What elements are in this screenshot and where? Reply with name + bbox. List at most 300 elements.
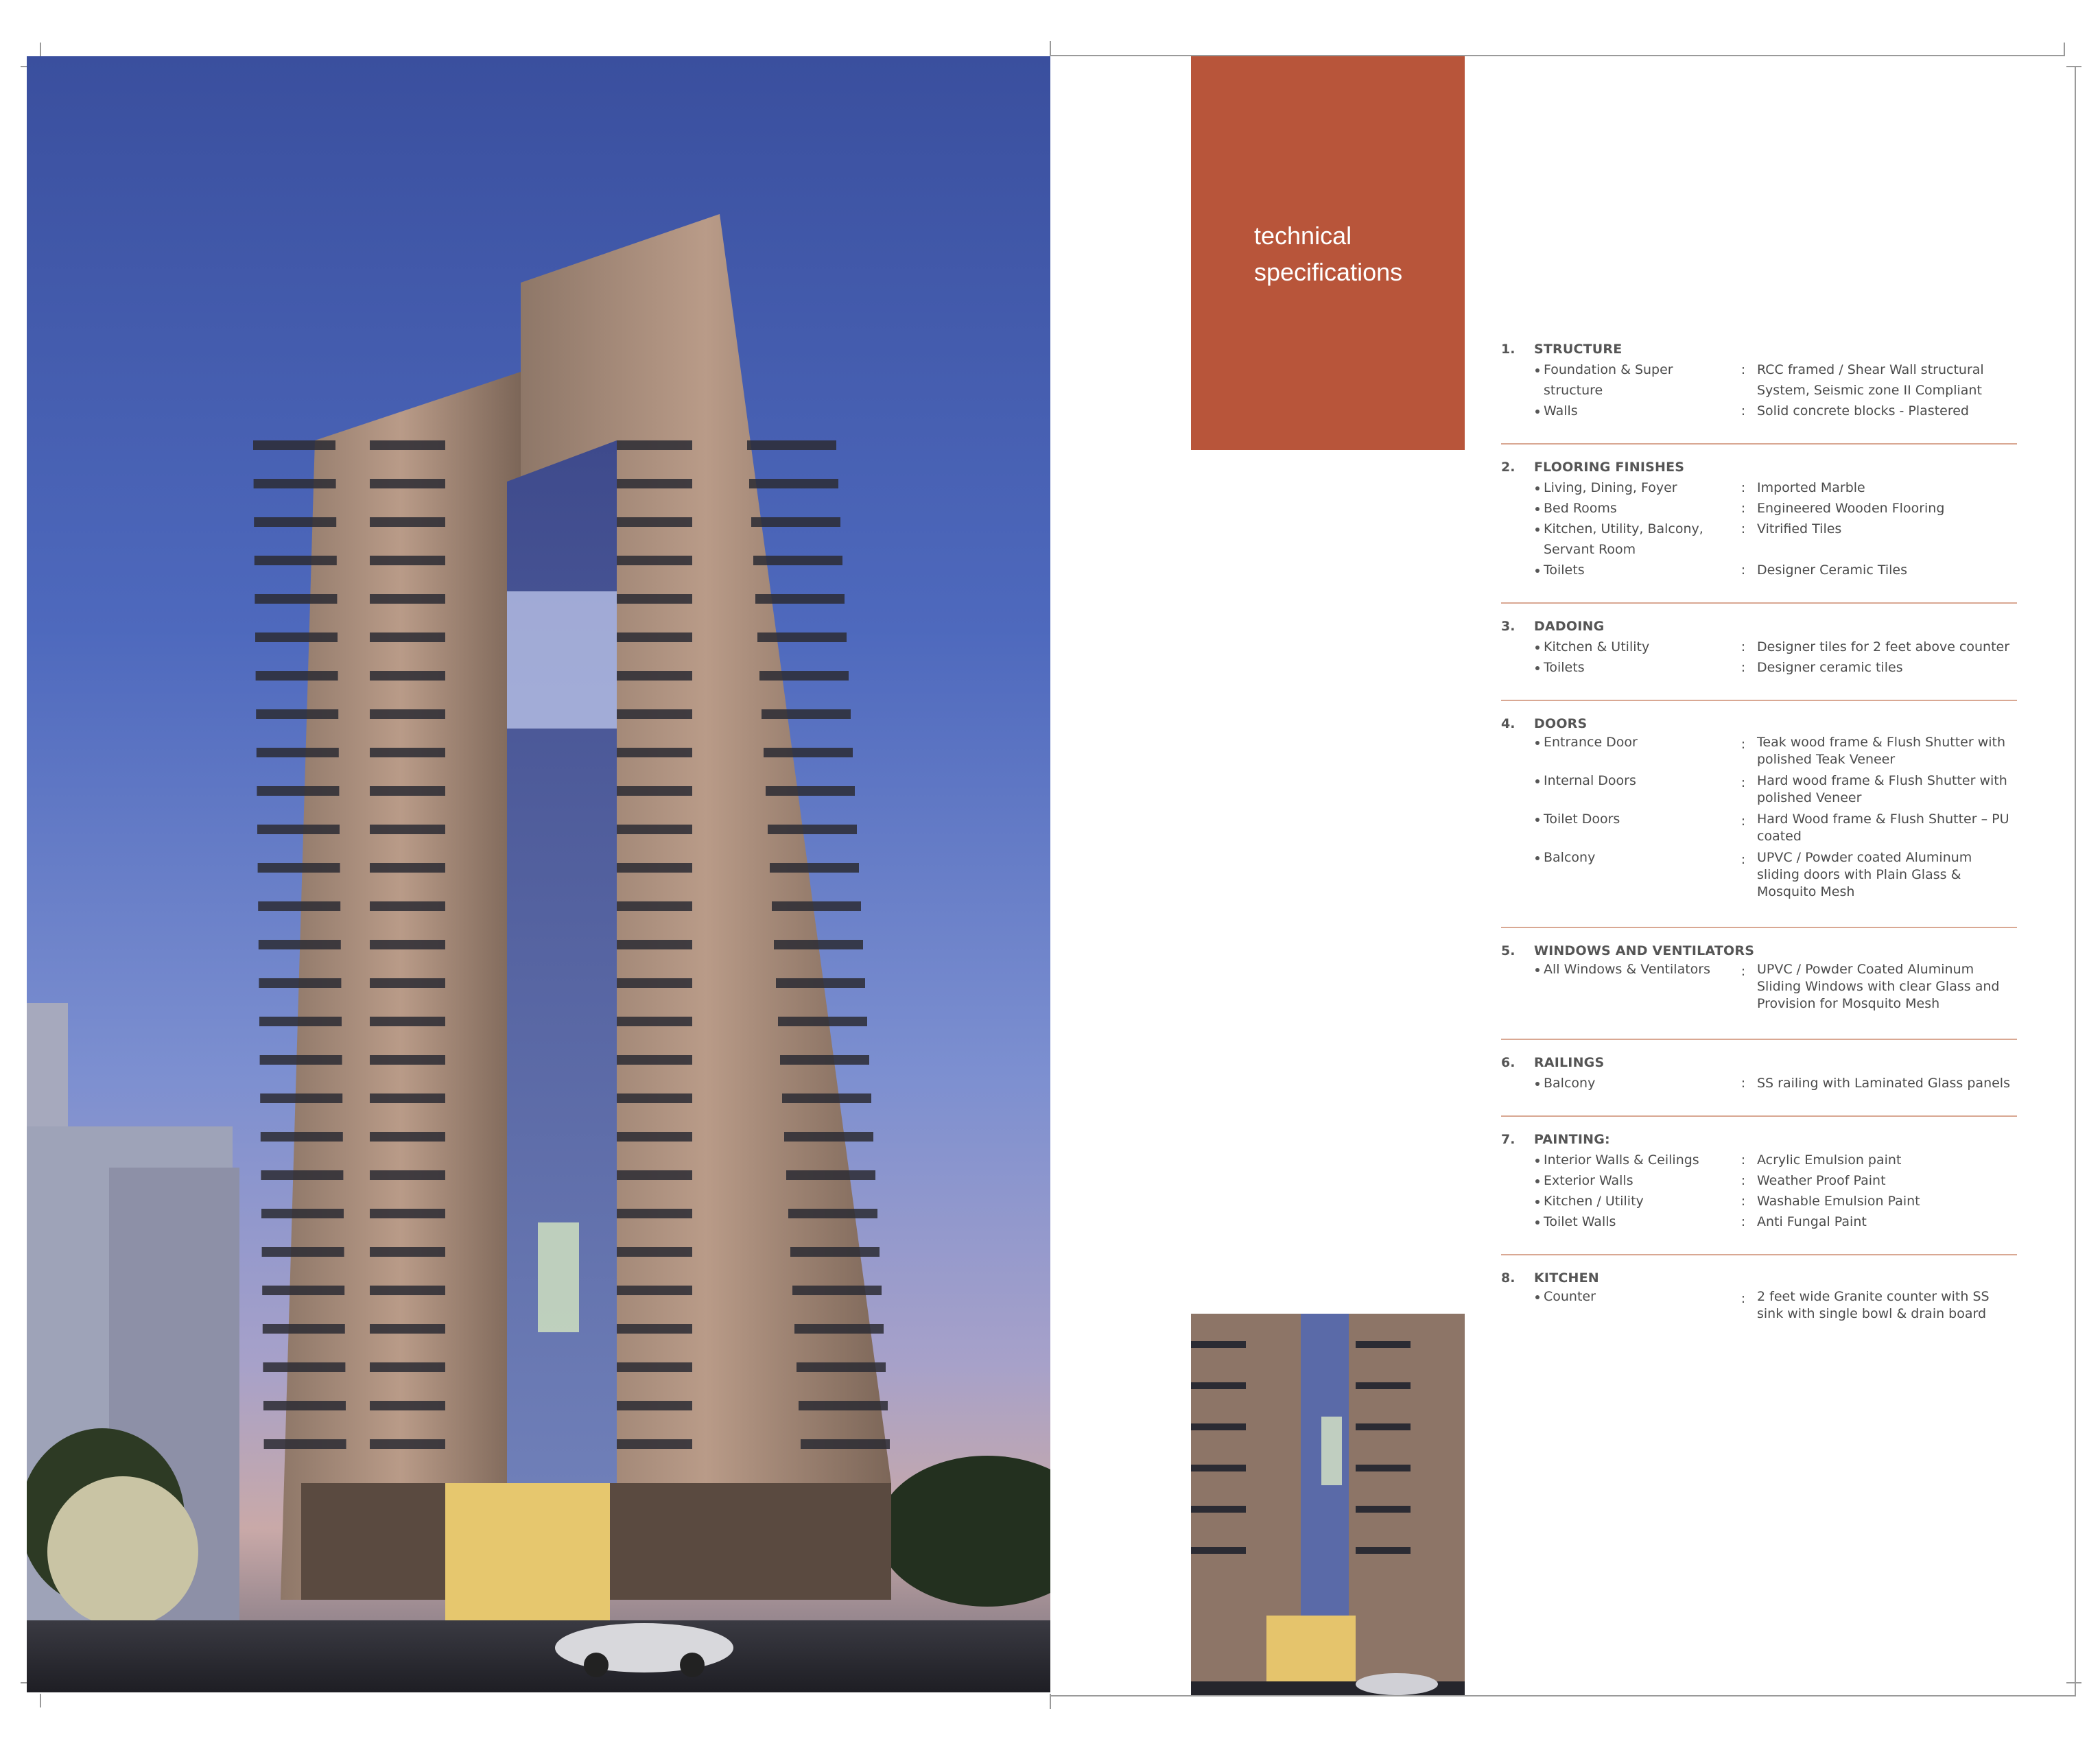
section-title: PAINTING: bbox=[1534, 1132, 1610, 1147]
title-line-1: technical bbox=[1254, 222, 1352, 250]
balcony-band bbox=[617, 940, 692, 949]
spec-row bbox=[1501, 1288, 2017, 1323]
balcony-band bbox=[792, 1286, 882, 1295]
spec-item bbox=[1534, 772, 1730, 807]
section-divider bbox=[1501, 927, 2017, 928]
spec-item bbox=[1534, 657, 1730, 678]
spec-section bbox=[1501, 1052, 2017, 1103]
spec-value bbox=[1757, 1191, 2011, 1211]
balcony-band bbox=[617, 1093, 692, 1103]
spec-row bbox=[1501, 359, 2017, 401]
spec-value-line: Weather Proof Paint bbox=[1757, 1173, 1886, 1188]
balcony-band bbox=[797, 1362, 886, 1372]
section-number: 2. bbox=[1501, 460, 1515, 475]
spec-row bbox=[1501, 637, 2017, 657]
balcony-band bbox=[255, 594, 337, 604]
spec-item bbox=[1534, 359, 1730, 401]
spec-item-line: Balcony bbox=[1544, 850, 1596, 865]
balcony-band bbox=[370, 1055, 445, 1065]
balcony-band bbox=[263, 1401, 346, 1410]
bullet-icon bbox=[1501, 359, 1534, 401]
section-divider bbox=[1501, 602, 2017, 604]
spec-row bbox=[1501, 1150, 2017, 1170]
balcony-band bbox=[370, 479, 445, 488]
balcony-band bbox=[768, 825, 857, 834]
balcony-band bbox=[263, 1324, 345, 1334]
spec-value-line: Washable Emulsion Paint bbox=[1757, 1194, 1920, 1209]
spec-row bbox=[1501, 1211, 2017, 1232]
section-title: DADOING bbox=[1534, 619, 1605, 634]
balcony-band bbox=[257, 748, 339, 757]
section-divider bbox=[1501, 1254, 2017, 1255]
spec-item-line: Living, Dining, Foyer bbox=[1544, 480, 1677, 495]
separator-colon: : bbox=[1741, 775, 1746, 790]
balcony-band bbox=[263, 1362, 345, 1372]
spec-value-line: Teak wood frame & Flush Shutter with bbox=[1757, 735, 2006, 750]
crop-mark bbox=[2075, 67, 2076, 1696]
title-line-2: specifications bbox=[1254, 258, 1403, 286]
separator-colon: : bbox=[1741, 1214, 1746, 1229]
balcony-band bbox=[790, 1247, 880, 1257]
balcony-band bbox=[776, 978, 865, 988]
balcony-band bbox=[617, 1324, 692, 1334]
spec-value-line: UPVC / Powder Coated Aluminum bbox=[1757, 962, 1974, 977]
crop-mark bbox=[40, 1694, 41, 1707]
section-header bbox=[1501, 616, 2017, 637]
spec-value-line: Designer tiles for 2 feet above counter bbox=[1757, 639, 2010, 654]
separator-colon: : bbox=[1741, 814, 1746, 829]
crop-mark bbox=[40, 43, 41, 56]
spec-value-line: Sliding Windows with clear Glass and bbox=[1757, 979, 2000, 994]
spec-item bbox=[1534, 849, 1730, 901]
balcony-band bbox=[774, 940, 863, 949]
bullet-icon bbox=[1501, 734, 1534, 768]
page-title bbox=[1254, 217, 1460, 290]
section-number: 5. bbox=[1501, 943, 1515, 958]
bullet-icon bbox=[1501, 1170, 1534, 1191]
balcony-band bbox=[370, 1247, 445, 1257]
spec-item bbox=[1534, 519, 1730, 560]
spec-item bbox=[1534, 811, 1730, 845]
crop-mark bbox=[2064, 43, 2065, 56]
balcony-band bbox=[254, 479, 336, 488]
spec-item-line: Internal Doors bbox=[1544, 773, 1636, 788]
spec-section bbox=[1501, 1129, 2017, 1242]
spec-item-line: Toilets bbox=[1544, 563, 1585, 578]
separator-colon: : bbox=[1741, 639, 1746, 654]
balcony-band bbox=[617, 786, 692, 796]
balcony-band bbox=[370, 632, 445, 642]
section-header bbox=[1501, 1052, 2017, 1073]
balcony-band bbox=[370, 1362, 445, 1372]
bullet-icon bbox=[1501, 1150, 1534, 1170]
balcony-band bbox=[259, 1017, 342, 1026]
spec-value bbox=[1757, 1170, 2011, 1191]
spec-item bbox=[1534, 401, 1730, 421]
balcony-band bbox=[617, 748, 692, 757]
balcony-band bbox=[370, 901, 445, 911]
balcony-band bbox=[617, 1401, 692, 1410]
section-number: 6. bbox=[1501, 1055, 1515, 1070]
spec-value bbox=[1757, 849, 2011, 901]
balcony-band bbox=[766, 786, 855, 796]
balcony-band bbox=[370, 517, 445, 527]
bullet-icon bbox=[1501, 772, 1534, 807]
balcony-band bbox=[370, 940, 445, 949]
spec-value-line: Hard Wood frame & Flush Shutter – PU bbox=[1757, 812, 2009, 827]
spec-section bbox=[1501, 713, 2017, 914]
balcony-band bbox=[753, 556, 842, 565]
spec-row bbox=[1501, 477, 2017, 498]
bullet-icon bbox=[1501, 519, 1534, 560]
separator-colon: : bbox=[1741, 501, 1746, 516]
section-title: FLOORING FINISHES bbox=[1534, 460, 1685, 475]
balcony-band bbox=[778, 1017, 867, 1026]
bullet-icon bbox=[1501, 1073, 1534, 1093]
balcony-band bbox=[253, 440, 335, 450]
balcony-band bbox=[258, 863, 340, 873]
balcony-band bbox=[370, 825, 445, 834]
spec-item bbox=[1534, 1211, 1730, 1232]
section-divider bbox=[1501, 1039, 2017, 1040]
balcony-band bbox=[262, 1286, 344, 1295]
bullet-icon bbox=[1501, 498, 1534, 519]
crop-mark bbox=[1050, 1694, 1051, 1709]
separator-colon: : bbox=[1741, 362, 1746, 377]
spec-value bbox=[1757, 498, 2011, 519]
balcony-band bbox=[617, 594, 692, 604]
spec-item bbox=[1534, 734, 1730, 768]
spec-value-line: Designer Ceramic Tiles bbox=[1757, 563, 1907, 578]
separator-colon: : bbox=[1741, 1194, 1746, 1209]
spec-value bbox=[1757, 359, 2011, 401]
bullet-icon bbox=[1501, 637, 1534, 657]
spec-value-line: Hard wood frame & Flush Shutter with bbox=[1757, 773, 2007, 788]
spec-item-line: Balcony bbox=[1544, 1076, 1596, 1091]
balcony-band bbox=[801, 1439, 890, 1449]
balcony-band bbox=[764, 748, 853, 757]
spec-value-line: SS railing with Laminated Glass panels bbox=[1757, 1076, 2010, 1091]
bullet-icon bbox=[1501, 811, 1534, 845]
balcony-band bbox=[617, 1170, 692, 1180]
spec-item bbox=[1534, 1191, 1730, 1211]
bullet-icon bbox=[1501, 1191, 1534, 1211]
section-divider bbox=[1501, 700, 2017, 701]
hero-building-image bbox=[27, 56, 1050, 1692]
balcony-band bbox=[617, 1286, 692, 1295]
spec-section bbox=[1501, 339, 2017, 431]
balcony-band bbox=[370, 1401, 445, 1410]
spec-item-line: Toilet Walls bbox=[1544, 1214, 1616, 1229]
bullet-icon bbox=[1501, 401, 1534, 421]
spec-item bbox=[1534, 560, 1730, 580]
balcony-band bbox=[262, 1247, 344, 1257]
balcony-band bbox=[370, 748, 445, 757]
balcony-band bbox=[617, 517, 692, 527]
spec-row bbox=[1501, 519, 2017, 560]
section-number: 8. bbox=[1501, 1270, 1515, 1286]
spec-row bbox=[1501, 961, 2017, 1013]
spec-value-line: Mosquito Mesh bbox=[1757, 884, 1855, 899]
balcony-band bbox=[759, 671, 849, 681]
section-header bbox=[1501, 339, 2017, 359]
balcony-band bbox=[260, 1093, 342, 1103]
spec-item-line: Kitchen / Utility bbox=[1544, 1194, 1644, 1209]
balcony-band bbox=[370, 1093, 445, 1103]
crop-mark bbox=[1050, 41, 1051, 56]
separator-colon: : bbox=[1741, 1152, 1746, 1168]
spec-value-line: Engineered Wooden Flooring bbox=[1757, 501, 1945, 516]
spec-item bbox=[1534, 1170, 1730, 1191]
spec-item-line: Walls bbox=[1544, 403, 1578, 418]
balcony-band bbox=[617, 479, 692, 488]
balcony-band bbox=[772, 901, 861, 911]
spec-value bbox=[1757, 560, 2011, 580]
section-title: RAILINGS bbox=[1534, 1055, 1605, 1070]
section-divider bbox=[1501, 1115, 2017, 1117]
spec-value-line: Designer ceramic tiles bbox=[1757, 660, 1903, 675]
spec-item-line: Kitchen, Utility, Balcony, bbox=[1544, 521, 1703, 536]
spec-value bbox=[1757, 772, 2011, 807]
section-divider bbox=[1501, 443, 2017, 445]
separator-colon: : bbox=[1741, 403, 1746, 418]
spec-value-line: RCC framed / Shear Wall structural bbox=[1757, 362, 1984, 377]
spec-section bbox=[1501, 616, 2017, 687]
spec-item bbox=[1534, 477, 1730, 498]
section-number: 7. bbox=[1501, 1132, 1515, 1147]
spec-item-line: Toilets bbox=[1544, 660, 1585, 675]
bullet-icon bbox=[1501, 560, 1534, 580]
spec-row bbox=[1501, 734, 2017, 768]
balcony-band bbox=[617, 1132, 692, 1142]
spec-item-line: Interior Walls & Ceilings bbox=[1544, 1152, 1699, 1168]
balcony-band bbox=[617, 1209, 692, 1218]
balcony-band bbox=[260, 1055, 342, 1065]
balcony-band bbox=[255, 556, 337, 565]
spec-row bbox=[1501, 560, 2017, 580]
balcony-band bbox=[749, 479, 838, 488]
section-title: STRUCTURE bbox=[1534, 342, 1623, 357]
spec-section bbox=[1501, 1268, 2017, 1336]
spec-value-line: coated bbox=[1757, 829, 1802, 844]
spec-value-line: Anti Fungal Paint bbox=[1757, 1214, 1867, 1229]
spec-value bbox=[1757, 477, 2011, 498]
balcony-band bbox=[782, 1093, 871, 1103]
balcony-band bbox=[617, 825, 692, 834]
balcony-band bbox=[257, 786, 339, 796]
balcony-band bbox=[370, 786, 445, 796]
balcony-band bbox=[261, 1170, 343, 1180]
spec-value-line: UPVC / Powder coated Aluminum bbox=[1757, 850, 1972, 865]
spec-value bbox=[1757, 637, 2011, 657]
spec-value bbox=[1757, 961, 2011, 1013]
spec-item-line: Servant Room bbox=[1544, 542, 1636, 557]
balcony-band bbox=[370, 863, 445, 873]
balcony-band bbox=[370, 671, 445, 681]
balcony-band bbox=[617, 978, 692, 988]
spec-item bbox=[1534, 1150, 1730, 1170]
spec-value-line: polished Teak Veneer bbox=[1757, 752, 1896, 767]
balcony-band bbox=[757, 632, 847, 642]
section-title: WINDOWS AND VENTILATORS bbox=[1534, 943, 1755, 958]
spec-item-line: Toilet Doors bbox=[1544, 812, 1620, 827]
balcony-band bbox=[370, 709, 445, 719]
spec-item-line: Kitchen & Utility bbox=[1544, 639, 1650, 654]
balcony-band bbox=[788, 1209, 877, 1218]
balcony-band bbox=[256, 709, 338, 719]
section-header bbox=[1501, 1268, 2017, 1288]
balcony-band bbox=[370, 556, 445, 565]
balcony-band bbox=[259, 978, 341, 988]
balcony-band bbox=[762, 709, 851, 719]
balcony-band bbox=[780, 1055, 869, 1065]
spec-item bbox=[1534, 1073, 1730, 1093]
spec-value-line: polished Veneer bbox=[1757, 790, 1862, 805]
balcony-band bbox=[617, 1439, 692, 1449]
spec-value-line: 2 feet wide Granite counter with SS bbox=[1757, 1289, 1990, 1304]
building-base-image bbox=[1191, 1314, 1465, 1695]
balcony-band bbox=[799, 1401, 888, 1410]
spec-value bbox=[1757, 734, 2011, 768]
section-header bbox=[1501, 457, 2017, 477]
balcony-band bbox=[259, 940, 341, 949]
balcony-band bbox=[755, 594, 845, 604]
spec-row bbox=[1501, 849, 2017, 901]
balcony-band bbox=[751, 517, 840, 527]
spec-row bbox=[1501, 1191, 2017, 1211]
balcony-band bbox=[370, 1324, 445, 1334]
balcony-band bbox=[617, 632, 692, 642]
balcony-band bbox=[617, 671, 692, 681]
spec-value bbox=[1757, 1150, 2011, 1170]
separator-colon: : bbox=[1741, 1173, 1746, 1188]
spec-row bbox=[1501, 772, 2017, 807]
spec-item bbox=[1534, 637, 1730, 657]
title-block bbox=[1191, 56, 1465, 450]
balcony-band bbox=[370, 1209, 445, 1218]
balcony-band bbox=[256, 671, 338, 681]
separator-colon: : bbox=[1741, 563, 1746, 578]
spec-value bbox=[1757, 1211, 2011, 1232]
balcony-band bbox=[770, 863, 859, 873]
spec-item-line: Bed Rooms bbox=[1544, 501, 1617, 516]
separator-colon: : bbox=[1741, 737, 1746, 752]
balcony-band bbox=[794, 1324, 884, 1334]
spec-row bbox=[1501, 811, 2017, 845]
balcony-band bbox=[617, 1017, 692, 1026]
balcony-band bbox=[258, 901, 340, 911]
balcony-band bbox=[370, 1017, 445, 1026]
balcony-band bbox=[370, 1439, 445, 1449]
spec-value-line: sink with single bowl & drain board bbox=[1757, 1306, 1987, 1321]
balcony-band bbox=[370, 1132, 445, 1142]
spec-value-line: Vitrified Tiles bbox=[1757, 521, 1842, 536]
bullet-icon bbox=[1501, 1211, 1534, 1232]
balcony-band bbox=[257, 825, 340, 834]
balcony-band bbox=[617, 901, 692, 911]
section-number: 4. bbox=[1501, 716, 1515, 731]
separator-colon: : bbox=[1741, 964, 1746, 979]
balcony-band bbox=[747, 440, 836, 450]
spec-item-line: Foundation & Super structure bbox=[1544, 362, 1673, 398]
spec-value bbox=[1757, 401, 2011, 421]
spec-section bbox=[1501, 457, 2017, 590]
spec-value-line: sliding doors with Plain Glass & bbox=[1757, 867, 1961, 882]
section-number: 1. bbox=[1501, 342, 1515, 357]
bullet-icon bbox=[1501, 961, 1534, 1013]
spec-item-line: All Windows & Ventilators bbox=[1544, 962, 1710, 977]
bullet-icon bbox=[1501, 477, 1534, 498]
separator-colon: : bbox=[1741, 480, 1746, 495]
spec-value bbox=[1757, 1073, 2011, 1093]
section-number: 3. bbox=[1501, 619, 1515, 634]
crop-mark bbox=[2066, 1682, 2081, 1683]
balcony-band bbox=[786, 1170, 875, 1180]
section-header bbox=[1501, 713, 2017, 734]
balcony-band bbox=[370, 1286, 445, 1295]
bullet-icon bbox=[1501, 657, 1534, 678]
crop-mark bbox=[2066, 66, 2081, 67]
spec-row bbox=[1501, 401, 2017, 421]
balcony-band bbox=[261, 1209, 344, 1218]
separator-colon: : bbox=[1741, 1291, 1746, 1306]
section-title: KITCHEN bbox=[1534, 1270, 1599, 1286]
separator-colon: : bbox=[1741, 521, 1746, 536]
spec-value bbox=[1757, 657, 2011, 678]
balcony-band bbox=[261, 1132, 343, 1142]
spec-row bbox=[1501, 1170, 2017, 1191]
spec-section bbox=[1501, 941, 2017, 1026]
separator-colon: : bbox=[1741, 1076, 1746, 1091]
balcony-band bbox=[784, 1132, 873, 1142]
spec-value bbox=[1757, 519, 2011, 560]
balcony-band bbox=[617, 440, 692, 450]
balcony-band bbox=[370, 978, 445, 988]
spec-item bbox=[1534, 498, 1730, 519]
bullet-icon bbox=[1501, 1288, 1534, 1323]
spec-item bbox=[1534, 961, 1730, 1013]
balcony-band bbox=[617, 556, 692, 565]
bullet-icon bbox=[1501, 849, 1534, 901]
spec-item-line: Entrance Door bbox=[1544, 735, 1638, 750]
balcony-band bbox=[254, 517, 336, 527]
balcony-band bbox=[617, 863, 692, 873]
balcony-band bbox=[370, 594, 445, 604]
section-title: DOORS bbox=[1534, 716, 1588, 731]
separator-colon: : bbox=[1741, 852, 1746, 867]
balcony-band bbox=[264, 1439, 346, 1449]
spec-item-line: Exterior Walls bbox=[1544, 1173, 1633, 1188]
spec-item-line: Counter bbox=[1544, 1289, 1596, 1304]
section-header bbox=[1501, 941, 2017, 961]
balcony-band bbox=[617, 1362, 692, 1372]
spec-value bbox=[1757, 1288, 2011, 1323]
spec-value-line: Provision for Mosquito Mesh bbox=[1757, 996, 1940, 1011]
balcony-band bbox=[370, 1170, 445, 1180]
specifications-list bbox=[1501, 336, 2017, 1336]
spec-value-line: System, Seismic zone II Compliant bbox=[1757, 383, 1982, 398]
balcony-band bbox=[617, 1055, 692, 1065]
spec-value-line: Acrylic Emulsion paint bbox=[1757, 1152, 1902, 1168]
spec-row bbox=[1501, 498, 2017, 519]
balcony-band bbox=[370, 440, 445, 450]
balcony-band bbox=[617, 1247, 692, 1257]
spec-value bbox=[1757, 811, 2011, 845]
section-header bbox=[1501, 1129, 2017, 1150]
balcony-band bbox=[617, 709, 692, 719]
separator-colon: : bbox=[1741, 660, 1746, 675]
spec-row bbox=[1501, 1073, 2017, 1093]
